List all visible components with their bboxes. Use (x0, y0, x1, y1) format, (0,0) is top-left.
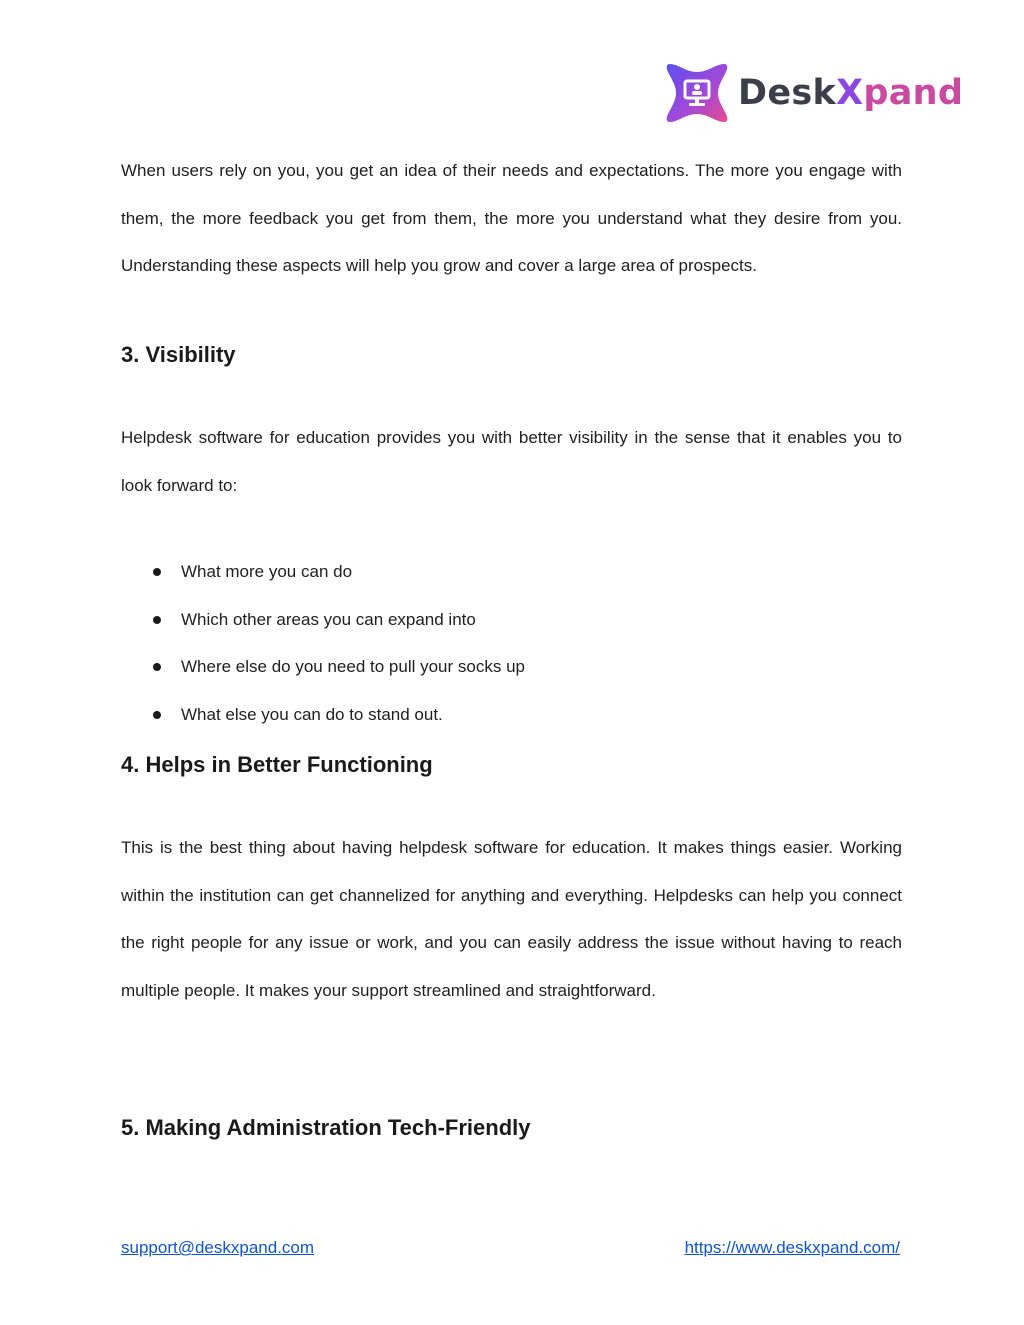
section-visibility-body (121, 414, 902, 509)
intro-paragraph: When users rely on you, you get an idea of their needs and expectations. The more you engage with them, the more feedback you get from them, the more you understand what they desire from you. Understanding these aspects will help you grow and cover a large area of prospects. (121, 161, 902, 276)
deskxpand-logo (664, 60, 963, 126)
support-email-link[interactable]: support@deskxpand.com (121, 1238, 315, 1257)
list-item (121, 596, 902, 644)
section-heading-administration: 5. Making Administration Tech-Friendly (121, 1115, 531, 1140)
list-item-text: What else you can do to stand out. (181, 705, 443, 725)
logo-text-pand: pand (863, 73, 964, 113)
website-link[interactable]: https://www.deskxpand.com/ (684, 1238, 900, 1257)
bullet-icon (153, 616, 161, 624)
section-visibility (121, 342, 902, 368)
list-item-text: What more you can do (181, 562, 353, 581)
bullet-icon (153, 568, 161, 576)
list-item-text: Which other areas you can expand into (181, 609, 476, 629)
list-item (121, 691, 902, 739)
list-item (121, 643, 902, 691)
section-functioning-body (121, 824, 902, 1015)
logo-text-x: X (836, 73, 864, 113)
bullet-icon (153, 663, 161, 671)
section-heading-visibility: 3. Visibility (121, 342, 236, 367)
section-administration (121, 1115, 902, 1141)
deskxpand-logo-icon (664, 60, 730, 126)
functioning-paragraph: This is the best thing about having helpdesk software for education. It makes things easier. Working within the institution can get channelized for anything and everything. Helpdesks can help you connect the right people for any issue or work, and you can easily address the issue without having to reach multiple people. It makes your support streamlined and straightforward. (121, 838, 902, 1001)
section-functioning (121, 752, 902, 778)
logo-text-desk: Desk (738, 73, 837, 113)
visibility-paragraph: Helpdesk software for education provides you with better visibility in the sense that it enables you to look forward to: (121, 428, 902, 495)
logo-wordmark (738, 73, 963, 113)
list-item-text: Where else do you need to pull your socks up (181, 657, 525, 677)
list-item (121, 548, 902, 596)
bullet-icon (153, 711, 161, 719)
section-heading-functioning: 4. Helps in Better Functioning (121, 752, 433, 777)
visibility-bullet-list (121, 548, 902, 739)
intro-block (121, 147, 902, 290)
